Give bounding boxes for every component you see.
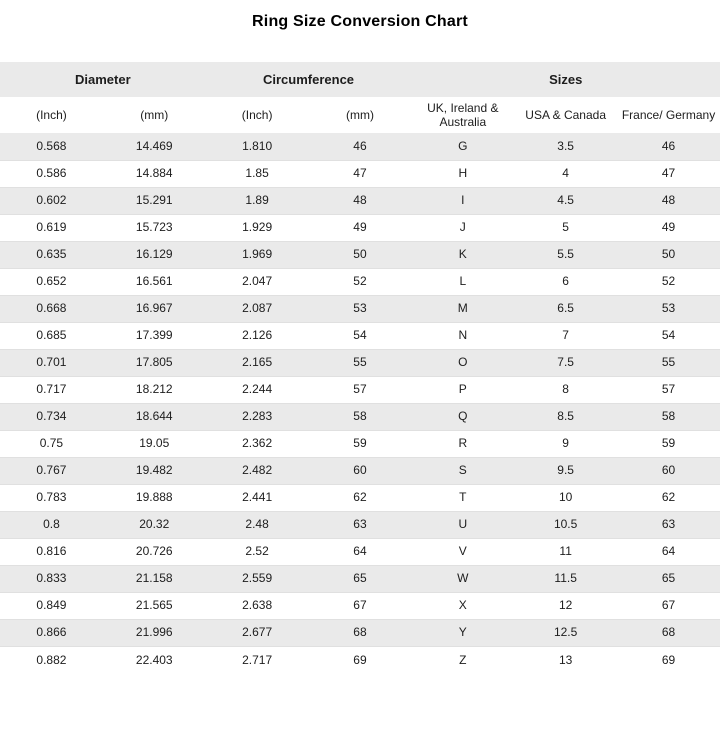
cell-circumference-inch: 2.087 [206,295,309,322]
cell-circumference-mm: 48 [309,187,412,214]
cell-france-germany: 48 [617,187,720,214]
cell-circumference-mm: 46 [309,133,412,160]
cell-circumference-mm: 50 [309,241,412,268]
cell-circumference-mm: 59 [353,436,367,451]
cell-circumference-inch: 2.559 [206,565,309,592]
cell-circumference-mm: 65 [309,565,412,592]
cell-uk-ireland-australia: S [411,457,514,484]
table-row [0,430,720,457]
cell-uk-ireland-australia: V [458,544,467,559]
cell-circumference-inch: 2.126 [242,328,273,343]
column-header-diameter-inch: (Inch) [0,97,103,133]
cell-usa-canada: 9.5 [514,457,617,484]
cell-france-germany: 60 [617,457,720,484]
cell-uk-ireland-australia: O [411,349,514,376]
column-header-diameter-mm: (mm) [103,97,206,133]
cell-circumference-mm: 53 [309,295,412,322]
cell-circumference-mm: 58 [309,403,412,430]
cell-usa-canada: 11.5 [514,565,617,592]
table-row [0,484,720,511]
cell-diameter-inch: 0.8 [0,511,103,538]
cell-diameter-mm: 21.158 [103,565,206,592]
column-header-circumference-mm: (mm) [309,97,412,133]
table-row [0,592,720,619]
cell-france-germany: 47 [661,166,676,181]
cell-usa-canada: 7.5 [514,349,617,376]
cell-usa-canada: 11 [559,544,572,559]
cell-usa-canada: 10 [558,490,573,505]
cell-usa-canada: 10.5 [514,511,617,538]
cell-diameter-inch: 0.833 [0,565,103,592]
cell-circumference-mm: 57 [353,382,367,397]
cell-circumference-inch: 2.717 [242,652,273,667]
ring-size-conversion-table [0,62,720,673]
cell-uk-ireland-australia: M [411,295,514,322]
cell-usa-canada: 4.5 [514,187,617,214]
cell-circumference-inch: 2.482 [206,457,309,484]
cell-circumference-inch: 2.441 [242,490,273,505]
column-header-circumference-inch: (Inch) [206,97,309,133]
cell-diameter-inch: 0.767 [0,457,103,484]
cell-uk-ireland-australia: K [411,241,514,268]
cell-diameter-mm: 16.561 [135,274,173,289]
group-header-circumference: Circumference [206,62,412,97]
group-header-sizes: Sizes [411,62,720,97]
cell-diameter-inch: 0.866 [0,619,103,646]
cell-usa-canada: 5.5 [514,241,617,268]
cell-usa-canada: 9 [562,436,569,451]
cell-usa-canada: 8.5 [514,403,617,430]
cell-diameter-mm: 18.212 [135,382,173,397]
cell-circumference-inch: 2.047 [242,274,273,289]
cell-circumference-mm: 69 [353,652,367,667]
cell-uk-ireland-australia: N [458,328,468,343]
cell-diameter-inch: 0.882 [36,652,67,667]
cell-usa-canada: 7 [562,328,569,343]
column-header-usa-canada: USA & Canada [514,97,617,133]
cell-france-germany: 52 [661,274,676,289]
table-row [0,133,720,160]
cell-circumference-mm: 49 [353,220,367,235]
table-row [0,160,720,187]
cell-circumference-mm: 63 [309,511,412,538]
table-row [0,376,720,403]
cell-diameter-inch: 0.849 [36,598,67,613]
cell-circumference-inch: 2.165 [206,349,309,376]
group-header-row [0,62,720,97]
cell-circumference-inch: 2.52 [245,544,269,559]
ring-size-conversion-page [0,13,720,733]
cell-circumference-mm: 47 [353,166,367,181]
cell-circumference-inch: 2.48 [206,511,309,538]
cell-france-germany: 55 [617,349,720,376]
cell-uk-ireland-australia: X [458,598,467,613]
cell-usa-canada: 4 [562,166,569,181]
cell-france-germany: 68 [617,619,720,646]
cell-uk-ireland-australia: P [458,382,467,397]
cell-circumference-mm: 67 [353,598,367,613]
cell-france-germany: 54 [661,328,676,343]
cell-circumference-inch: 2.638 [242,598,273,613]
cell-france-germany: 46 [617,133,720,160]
cell-circumference-mm: 55 [309,349,412,376]
table-row [0,214,720,241]
cell-france-germany: 67 [661,598,676,613]
cell-circumference-mm: 54 [353,328,367,343]
cell-diameter-mm: 17.399 [135,328,173,343]
cell-france-germany: 62 [661,490,676,505]
table-row [0,241,720,268]
table-row [0,619,720,646]
cell-circumference-mm: 52 [353,274,367,289]
cell-circumference-mm: 64 [353,544,367,559]
cell-diameter-inch: 0.734 [0,403,103,430]
cell-uk-ireland-australia: G [411,133,514,160]
cell-diameter-inch: 0.816 [36,544,67,559]
column-header-france-germany: France/ Germany [617,97,720,133]
cell-circumference-inch: 1.929 [242,220,273,235]
cell-circumference-inch: 1.969 [206,241,309,268]
cell-circumference-inch: 1.810 [206,133,309,160]
table-row [0,295,720,322]
cell-diameter-mm: 21.996 [103,619,206,646]
cell-france-germany: 49 [661,220,676,235]
table-row [0,322,720,349]
cell-uk-ireland-australia: L [459,274,467,289]
cell-diameter-mm: 19.888 [135,490,173,505]
cell-usa-canada: 13 [558,652,573,667]
table-row [0,349,720,376]
cell-circumference-inch: 2.283 [206,403,309,430]
cell-uk-ireland-australia: J [459,220,466,235]
cell-france-germany: 59 [661,436,676,451]
cell-diameter-inch: 0.668 [0,295,103,322]
cell-diameter-mm: 21.565 [135,598,173,613]
cell-diameter-inch: 0.783 [36,490,67,505]
cell-diameter-mm: 17.805 [103,349,206,376]
cell-diameter-inch: 0.717 [36,382,67,397]
table-row [0,268,720,295]
cell-circumference-inch: 1.85 [245,166,269,181]
cell-diameter-inch: 0.602 [0,187,103,214]
cell-diameter-mm: 14.469 [103,133,206,160]
cell-diameter-inch: 0.619 [36,220,67,235]
cell-france-germany: 58 [617,403,720,430]
cell-usa-canada: 6.5 [514,295,617,322]
cell-usa-canada: 5 [562,220,569,235]
cell-circumference-mm: 68 [309,619,412,646]
cell-france-germany: 64 [661,544,676,559]
table-row [0,565,720,592]
cell-diameter-mm: 20.726 [135,544,173,559]
cell-diameter-mm: 19.05 [139,436,170,451]
cell-diameter-inch: 0.635 [0,241,103,268]
cell-circumference-mm: 62 [353,490,367,505]
cell-diameter-mm: 22.403 [135,652,173,667]
cell-france-germany: 50 [617,241,720,268]
cell-diameter-inch: 0.652 [36,274,67,289]
cell-diameter-mm: 16.129 [103,241,206,268]
cell-circumference-inch: 2.244 [242,382,273,397]
cell-france-germany: 69 [661,652,676,667]
cell-usa-canada: 12.5 [514,619,617,646]
cell-france-germany: 57 [661,382,676,397]
cell-uk-ireland-australia: T [459,490,467,505]
column-header-row [0,97,720,133]
cell-diameter-mm: 15.723 [135,220,173,235]
cell-diameter-mm: 15.291 [103,187,206,214]
cell-france-germany: 65 [617,565,720,592]
column-header-uk-ireland-australia: UK, Ireland & Australia [411,97,514,133]
cell-usa-canada: 6 [562,274,569,289]
cell-diameter-mm: 16.967 [103,295,206,322]
cell-diameter-inch: 0.568 [0,133,103,160]
cell-circumference-inch: 2.677 [206,619,309,646]
cell-france-germany: 53 [617,295,720,322]
cell-usa-canada: 8 [562,382,569,397]
cell-circumference-inch: 2.362 [242,436,273,451]
table-row [0,187,720,214]
cell-uk-ireland-australia: H [458,166,468,181]
cell-circumference-inch: 1.89 [206,187,309,214]
cell-diameter-mm: 19.482 [103,457,206,484]
cell-uk-ireland-australia: U [411,511,514,538]
table-row [0,646,720,673]
group-header-diameter: Diameter [0,62,206,97]
cell-diameter-inch: 0.75 [39,436,64,451]
cell-usa-canada: 12 [558,598,573,613]
cell-circumference-mm: 60 [309,457,412,484]
cell-diameter-inch: 0.685 [36,328,67,343]
page-title: Ring Size Conversion Chart [252,13,468,30]
cell-diameter-mm: 20.32 [103,511,206,538]
cell-uk-ireland-australia: Y [411,619,514,646]
cell-diameter-mm: 14.884 [135,166,173,181]
cell-diameter-mm: 18.644 [103,403,206,430]
cell-diameter-inch: 0.586 [36,166,67,181]
cell-diameter-inch: 0.701 [0,349,103,376]
cell-uk-ireland-australia: Z [459,652,467,667]
table-head [0,62,720,133]
table-row [0,457,720,484]
table-body [0,133,720,673]
table-row [0,511,720,538]
cell-france-germany: 63 [617,511,720,538]
cell-uk-ireland-australia: I [411,187,514,214]
cell-usa-canada: 3.5 [514,133,617,160]
cell-uk-ireland-australia: Q [411,403,514,430]
cell-uk-ireland-australia: W [411,565,514,592]
table-row [0,403,720,430]
cell-uk-ireland-australia: R [458,436,468,451]
table-row [0,538,720,565]
